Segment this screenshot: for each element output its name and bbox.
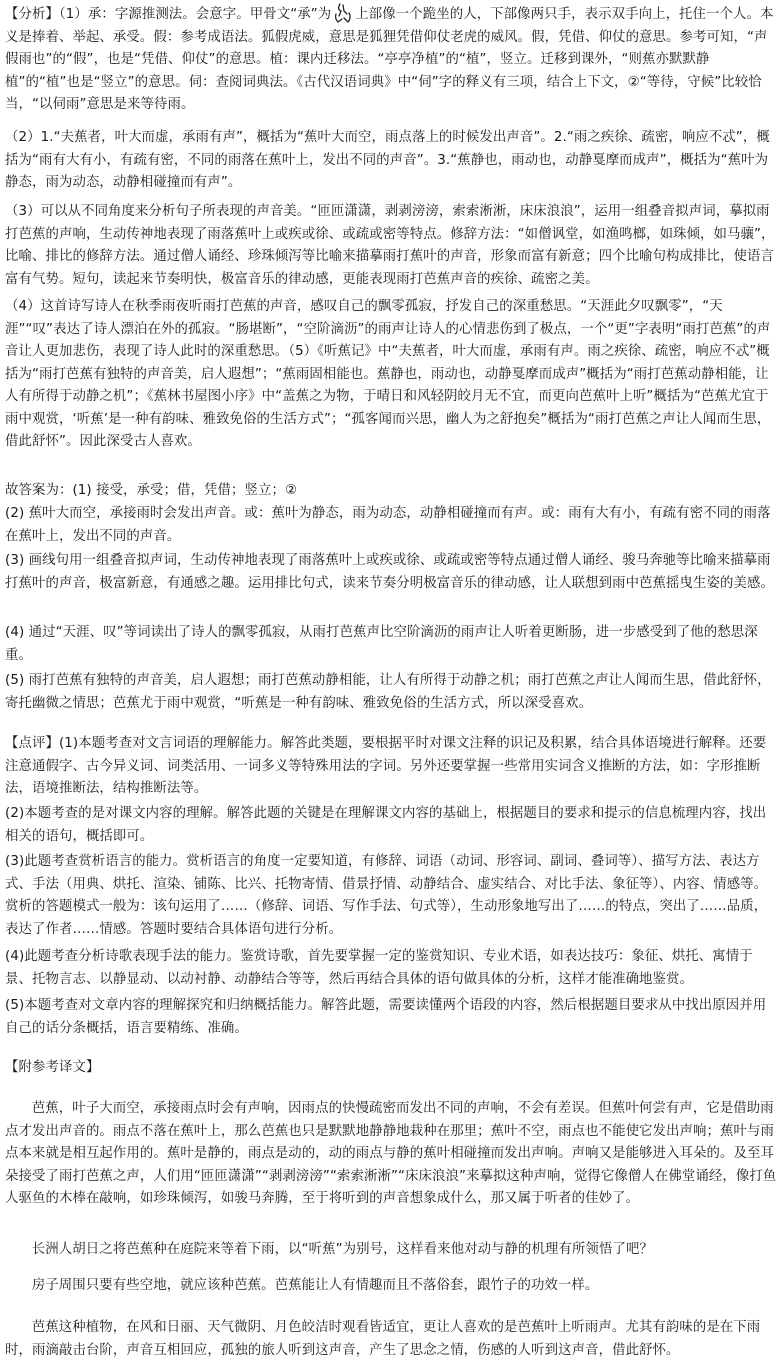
answer-line-2: (2) 蕉叶大而空，承接雨时会发出声音。或：蕉叶为静态，雨为动态，动静相碰撞而有声。或：雨有大有小，有疏有密不同的雨落在蕉叶上，发出不同的声音。 xyxy=(5,506,771,544)
translation-paragraph-2: 长洲人胡日之将芭蕉种在庭院来等着下雨，以“听蕉”为别号，这样看来他对动与静的机理有所领悟了吧？ xyxy=(31,1242,653,1257)
analysis-paragraph-1 xyxy=(5,2,777,117)
oracle-bone-cheng-glyph-icon xyxy=(331,2,355,24)
review-paragraph-4: (4)此题考查分析诗歌表现手法的能力。鉴赏诗歌，首先要掌握一定的鉴赏知识、专业术语，如表达技巧：象征、烘托、寓情于景、托物言志、以静显动、以动衬静、动静结合等等，然后再结合具体的语句做具体的分析，这样才能准确地鉴赏。 xyxy=(5,949,753,987)
analysis-text-part2: 上部像一个跪坐的人，下部像两只手，表示双手向上，托住一个人。本义是捧着、举起、承受。假：参考成语法。狐假虎威，意思是狐狸凭借仰仗老虎的威风。假，凭借、仰仗的意思。参考可知，“声假雨也”的“假”，也是“凭借、仰仗”的意思。植：课内迁移法。“亭亭净植”的“植”，竖立。迁移到课外，“则蕉亦默默静植”的“植”也是“竖立”的意思。伺：查阅词典法。《古代汉语词典》中“伺”字的释义有三项，结合上下文，②“等待，守候”比较恰当，“以伺雨”意思是来等待雨。 xyxy=(5,7,774,112)
review-paragraph-2: (2)本题考查的是对课文内容的理解。解答此题的关键是在理解课文内容的基础上，根据题目的要求和提示的信息梳理内容，找出相关的语句，概括即可。 xyxy=(5,806,767,844)
answer-line-4: (4) 通过“天涯、叹”等词读出了诗人的飘零孤寂，从雨打芭蕉声比空阶滴沥的雨声让人听着更断肠，进一步感受到了他的愁思深重。 xyxy=(5,625,758,663)
review-paragraph-3: (3)此题考查赏析语言的能力。赏析语言的角度一定要知道，有修辞、词语（动词、形容词、副词、叠词等）、描写方法、表达方式、手法（用典、烘托、渲染、铺陈、比兴、托物寄情、借景抒情、动静结合、虚实结合、对比手法、象征等）、内容、情感等。赏析的答题模式一般为：该句运用了……（修辞、词语、写作手法、句式等），生动形象地写出了……的特点，突出了……品质，表达了作者……情感。答题时要结合具体语句进行分析。 xyxy=(5,854,768,937)
answer-line-3: (3) 画线句用一组叠音拟声词，生动传神地表现了雨落蕉叶上或疾或徐、或疏或密等特点通过僧人诵经、骏马奔驰等比喻来描摹雨打蕉叶的声音，极富新意，有通感之趣。运用排比句式，读来节奏分明极富音乐的律动感，让人联想到雨中芭蕉摇曳生姿的美感。 xyxy=(5,553,774,591)
translation-heading: 【附参考译文】 xyxy=(5,1060,100,1075)
analysis-paragraph-2: （2）1.“夫蕉者，叶大而虚，承雨有声”，概括为“蕉叶大而空，雨点落上的时候发出声音”。2.“雨之疾徐、疏密，响应不忒”，概括为“雨有大有小，有疏有密，不同的雨落在蕉叶上，发出不同的声音”。3.“蕉静也，雨动也，动静戛摩而成声”，概括为“蕉叶为静态，雨为动态，动静相碰撞而有声”。 xyxy=(5,130,770,190)
answer-line-5: (5) 雨打芭蕉有独特的声音美，启人遐想；雨打芭蕉动静相能，让人有所得于动静之机；雨打芭蕉之声让人闻而生思，借此舒怀，寄托幽微之情思；芭蕉尤于雨中观赏，“听蕉是一种有韵味、雅致免俗的生活方式，所以深受喜欢。 xyxy=(5,673,771,711)
review-paragraph-5: (5)本题考查对文章内容的理解探究和归纳概括能力。解答此题，需要读懂两个语段的内容，然后根据题目要求从中找出原因并用自己的话分条概括，语言要精练、准确。 xyxy=(5,998,767,1036)
analysis-paragraph-3: （3）可以从不同角度来分析句子所表现的声音美。“匝匝潇潇，剥剥滂滂，索索淅淅，床床浪浪”，运用一组叠音拟声词，摹拟雨打芭蕉的声响，生动传神地表现了雨落蕉叶上或疾或徐、或疏或密等特点。修辞方法：“如僧讽堂，如渔鸣榔，如珠倾，如马骧”，比喻、排比的修辞方法。通过僧人诵经、珍珠倾泻等比喻来描摹雨打蕉叶的声音，形象而富有新意；四个比喻句构成排比，使语言富有气势。短句，读起来节奏明快，极富音乐的律动感，更能表现雨打芭蕉声音的疾徐、疏密之美。 xyxy=(5,204,775,287)
translation-paragraph-4: 芭蕉这种植物，在风和日丽、天气微阴、月色皎洁时观看皆适宜，更让人喜欢的是芭蕉叶上听雨声。尤其有韵味的是在下雨时，雨滴敲击台阶，声音互相回应，孤独的旅人听到这声音，产生了思念之情，伤感的人听到这声音，借此舒怀。 xyxy=(5,1320,761,1358)
translation-paragraph-3: 房子周围只要有些空地，就应该种芭蕉。芭蕉能让人有情趣而且不落俗套，跟竹子的功效一样。 xyxy=(31,1278,599,1293)
analysis-text-part1: 【分析】（1）承：字源推测法。会意字。甲骨文“承”为 xyxy=(5,7,332,22)
answer-line-1: 故答案为：(1) 接受，承受；借，凭借；竖立；② xyxy=(5,483,298,498)
translation-paragraph-1: 芭蕉，叶子大而空，承接雨点时会有声响，因雨点的快慢疏密而发出不同的声响，不会有差误。但蕉叶何尝有声，它是借助雨点才发出声音的。雨点不落在蕉叶上，那么芭蕉也只是默默地静静地栽种在那里；蕉叶不空，雨点也不能使它发出声响；蕉叶与雨点本来就是相互起作用的。蕉叶是静的，雨点是动的，动的雨点与静的蕉叶相碰撞而发出声响。声响又是能够进入耳朵的。及至耳朵接受了雨打芭蕉之声，人们用“匝匝潇潇”“剥剥滂滂”“索索淅淅”“床床浪浪”来摹拟这种声响，觉得它像僧人在佛堂诵经，像打鱼人驱鱼的木棒在敲响，如珍珠倾泻，如骏马奔腾，至于将听到的声音想象成什么，那又属于听者的佳妙了。 xyxy=(5,1101,777,1206)
analysis-paragraph-4: （4）这首诗写诗人在秋季雨夜听雨打芭蕉的声音，感叹自己的飘零孤寂，抒发自己的深重愁思。“天涯此夕叹飘零”，“天涯”“叹”表达了诗人漂泊在外的孤寂。“肠堪断”，“空阶滴沥”的雨声让诗人的心情悲伤到了极点，一个“更”字表明“雨打芭蕉”的声音让人更加悲伤，表现了诗人此时的深重愁思。（5）《听蕉记》中“夫蕉者，叶大而虚，承雨有声。雨之疾徐、疏密，响应不忒”概括为“雨打芭蕉有独特的声音美，启人遐想”；“蕉雨固相能也。蕉静也，雨动也，动静戛摩而成声”概括为“雨打芭蕉动静相能，让人有所得于动静之机”；《蕉林书屋图小序》中“盖蕉之为物，于晴日和风轻阴皎月无不宜，而更向芭蕉叶上听”概括为“芭蕉尤宜于雨中观赏，‘听蕉’是一种有韵味、雅致免俗的生活方式”；“孤客闻而兴思，幽人为之舒抱矣”概括为“雨打芭蕉之声让人闻而生思，借此舒怀”。因此深受古人喜欢。 xyxy=(5,299,771,449)
review-paragraph-1: 【点评】(1)本题考查对文言词语的理解能力。解答此类题，要根据平时对课文注释的识记及积累，结合具体语境进行解释。还要注意通假字、古今异义词、词类活用、一词多义等特殊用法的字词。另外还要掌握一些常用实词含义推断的方法，如：字形推断法，语境推断法，结构推断法等。 xyxy=(5,736,767,796)
